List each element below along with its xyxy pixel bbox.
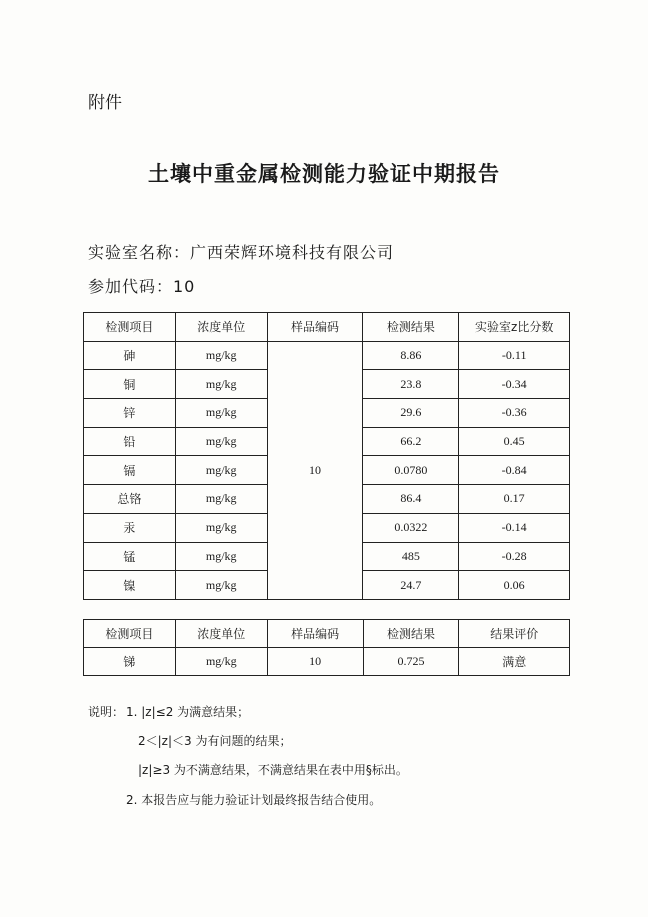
cell-item: 锰 xyxy=(84,542,176,571)
cell-result: 0.725 xyxy=(363,648,459,676)
participant-code: 参加代码：10 xyxy=(88,277,196,296)
header-evaluation: 结果评价 xyxy=(459,620,570,648)
table-header-row xyxy=(84,313,570,342)
cell-item: 锑 xyxy=(84,648,176,676)
cell-sample-code: 10 xyxy=(267,648,363,676)
header-sample-code: 样品编码 xyxy=(267,313,363,342)
header-result: 检测结果 xyxy=(363,313,459,342)
cell-result: 0.0322 xyxy=(363,513,459,542)
cell-z: 0.06 xyxy=(459,571,570,600)
cell-item: 铅 xyxy=(84,427,176,456)
cell-unit: mg/kg xyxy=(175,427,267,456)
table-row xyxy=(84,341,570,370)
cell-item: 锌 xyxy=(84,399,176,428)
cell-unit: mg/kg xyxy=(175,456,267,485)
cell-unit: mg/kg xyxy=(175,370,267,399)
note-1c: |z|≥3 为不满意结果，不满意结果在表中用§标出。 xyxy=(138,763,408,777)
cell-z: -0.84 xyxy=(459,456,570,485)
cell-unit: mg/kg xyxy=(175,399,267,428)
cell-z: -0.34 xyxy=(459,370,570,399)
page-title: 土壤中重金属检测能力验证中期报告 xyxy=(148,162,500,186)
cell-item: 总铬 xyxy=(84,485,176,514)
cell-z: -0.36 xyxy=(459,399,570,428)
cell-z: -0.11 xyxy=(459,341,570,370)
cell-unit: mg/kg xyxy=(175,341,267,370)
cell-evaluation: 满意 xyxy=(459,648,570,676)
header-unit: 浓度单位 xyxy=(175,620,267,648)
cell-item: 砷 xyxy=(84,341,176,370)
table-row xyxy=(84,648,570,676)
cell-result: 86.4 xyxy=(363,485,459,514)
cell-z: 0.17 xyxy=(459,485,570,514)
cell-unit: mg/kg xyxy=(175,542,267,571)
note-1: 1. |z|≤2 为满意结果； xyxy=(126,705,250,719)
cell-result: 485 xyxy=(363,542,459,571)
cell-result: 0.0780 xyxy=(363,456,459,485)
cell-sample-code: 10 xyxy=(267,341,363,599)
note-1b: 2＜|z|＜3 为有问题的结果； xyxy=(138,734,292,748)
note-2: 2. 本报告应与能力验证计划最终报告结合使用。 xyxy=(126,793,382,807)
cell-item: 铜 xyxy=(84,370,176,399)
cell-unit: mg/kg xyxy=(175,648,267,676)
results-table xyxy=(83,312,570,600)
cell-result: 66.2 xyxy=(363,427,459,456)
cell-item: 镍 xyxy=(84,571,176,600)
notes-prefix: 说明： xyxy=(88,705,125,719)
cell-z: -0.28 xyxy=(459,542,570,571)
table-header-row xyxy=(84,620,570,648)
cell-item: 汞 xyxy=(84,513,176,542)
cell-result: 23.8 xyxy=(363,370,459,399)
cell-result: 29.6 xyxy=(363,399,459,428)
attachment-label: 附件 xyxy=(88,93,122,113)
cell-unit: mg/kg xyxy=(175,513,267,542)
lab-name: 实验室名称：广西荣辉环境科技有限公司 xyxy=(88,243,395,262)
header-item: 检测项目 xyxy=(84,620,176,648)
cell-result: 24.7 xyxy=(363,571,459,600)
cell-unit: mg/kg xyxy=(175,571,267,600)
cell-z: -0.14 xyxy=(459,513,570,542)
cell-result: 8.86 xyxy=(363,341,459,370)
header-z-score: 实验室z比分数 xyxy=(459,313,570,342)
antimony-table xyxy=(83,619,570,676)
header-unit: 浓度单位 xyxy=(175,313,267,342)
cell-item: 镉 xyxy=(84,456,176,485)
header-sample-code: 样品编码 xyxy=(267,620,363,648)
cell-z: 0.45 xyxy=(459,427,570,456)
header-item: 检测项目 xyxy=(84,313,176,342)
header-result: 检测结果 xyxy=(363,620,459,648)
cell-unit: mg/kg xyxy=(175,485,267,514)
